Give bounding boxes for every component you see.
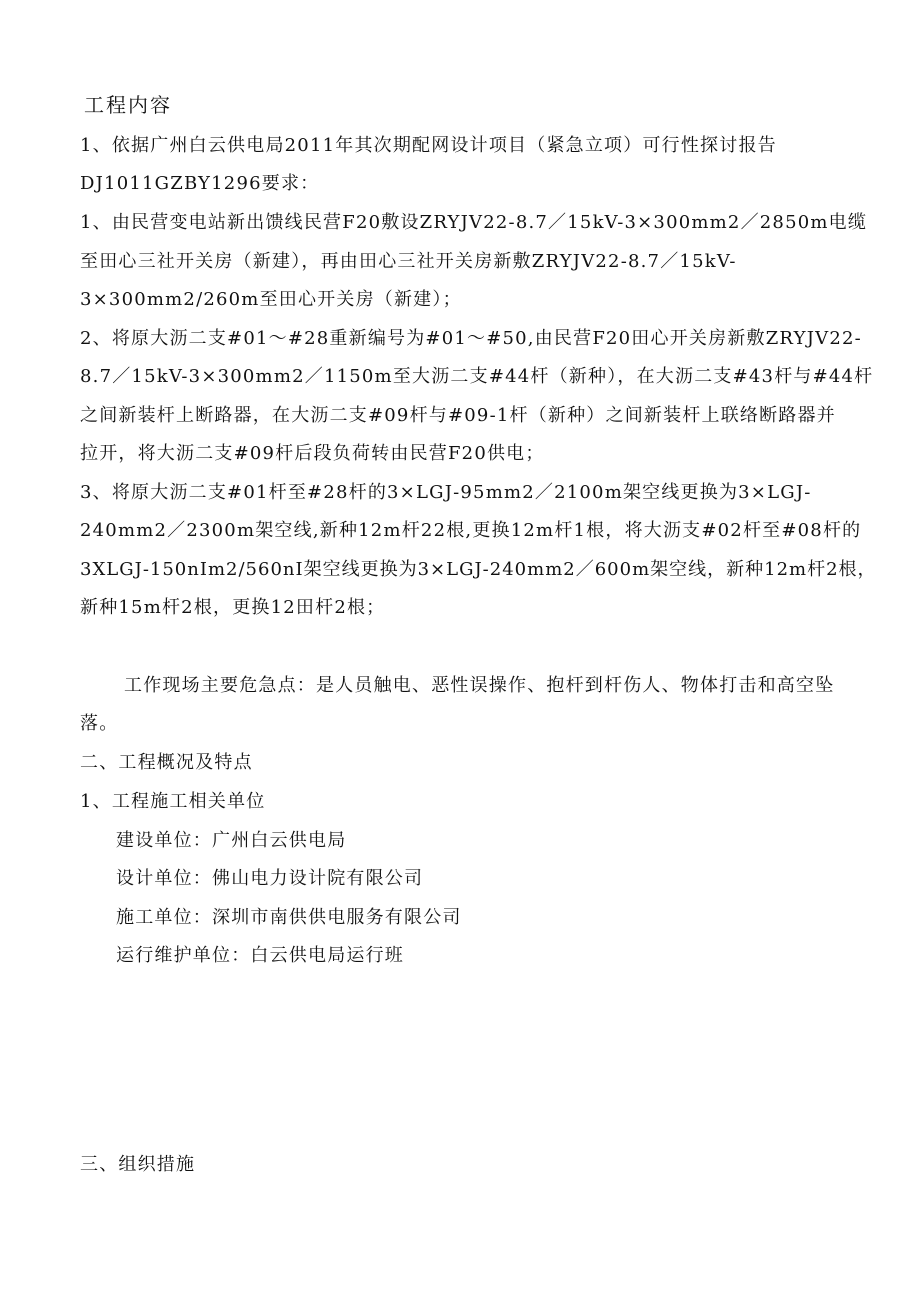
paragraph-line: 1、由民营变电站新出馈线民营F20敷设ZRYJV22-8.7／15kV-3×300mm2／2850m电缆 [80,212,868,233]
unit-line: 运行维护单位：白云供电局运行班 [116,945,404,966]
paragraph-line: 3XLGJ-150nIm2/560nI架空线更换为3×LGJ-240mm2／600m架空线，新种12m杆2根， [80,559,877,580]
paragraph-line: 2、将原大沥二支#01～#28重新编号为#01～#50,由民营F20田心开关房新敷ZRYJV22- [80,328,862,349]
paragraph-line: 8.7／15kV-3×300mm2／1150m至大沥二支#44杆（新种），在大沥二支#43杆与#44杆 [80,366,874,387]
paragraph-line: 3、将原大沥二支#01杆至#28杆的3×LGJ-95mm2／2100m架空线更换为3×LGJ- [80,482,812,503]
paragraph-line: 之间新装杆上断路器，在大沥二支#09杆与#09-1杆（新种）之间新装杆上联络断路器并 [80,405,836,426]
section-heading: 三、组织措施 [80,1154,196,1175]
subsection-heading: 1、工程施工相关单位 [80,791,266,812]
paragraph-line: 240mm2／2300m架空线,新种12m杆22根,更换12m杆1根，将大沥支#02杆至#08杆的 [80,520,862,541]
unit-line: 施工单位：深圳市南供供电服务有限公司 [116,907,462,928]
hazard-line: 落。 [80,713,119,734]
paragraph-line: 至田心三社开关房（新建），再由田心三社开关房新敷ZRYJV22-8.7／15kV- [80,251,737,272]
paragraph-line: 拉开，将大沥二支#09杆后段负荷转由民营F20供电； [80,443,545,464]
paragraph-line: DJ1011GZBY1296要求： [80,173,320,194]
paragraph-line: 1、依据广州白云供电局2011年其次期配网设计项目（紧急立项）可行性探讨报告 [80,135,777,156]
hazard-line: 工作现场主要危急点：是人员触电、恶性误操作、抱杆到杆伤人、物体打击和高空坠 [124,675,835,696]
unit-line: 设计单位：佛山电力设计院有限公司 [116,868,424,889]
paragraph-line: 新种15m杆2根，更换12田杆2根； [80,597,386,618]
paragraph-line: 3×300mm2/260m至田心开关房（新建）； [80,289,462,310]
page-title: 工程内容 [84,93,172,117]
section-heading: 二、工程概况及特点 [80,752,253,773]
unit-line: 建设单位：广州白云供电局 [116,830,347,851]
